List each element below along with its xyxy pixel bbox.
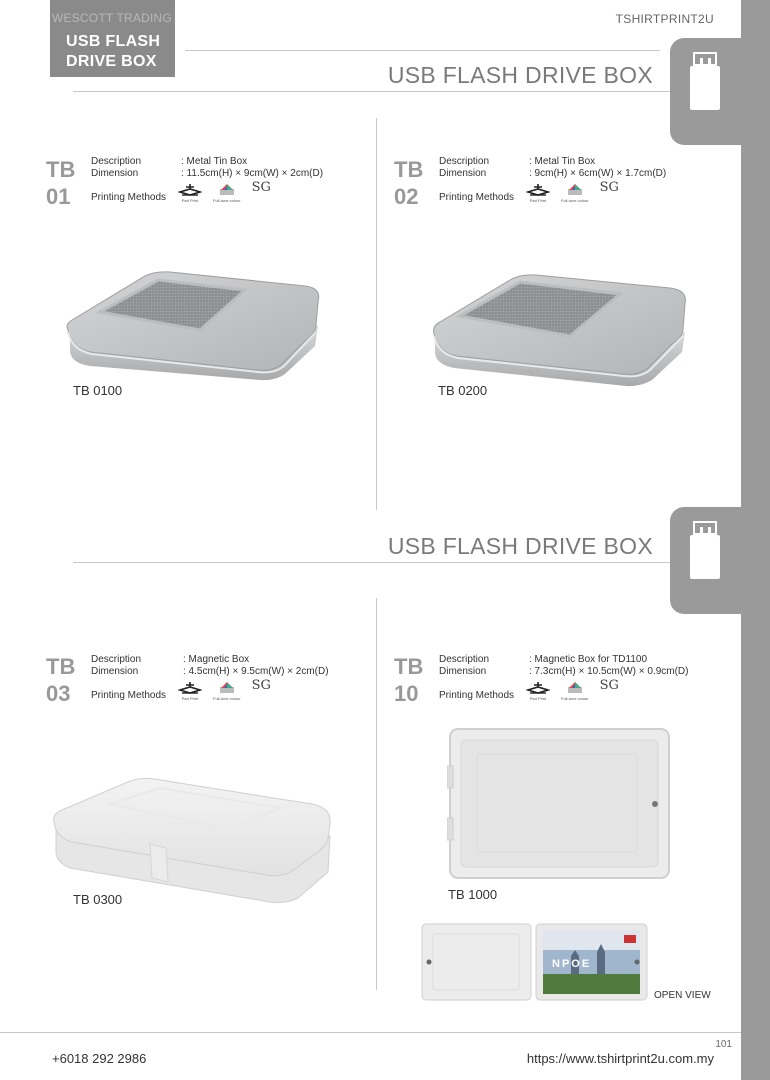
badge-title xyxy=(66,32,160,72)
product-code-prefix: TB xyxy=(46,654,76,679)
description-label: Description xyxy=(91,156,142,167)
printing-methods-icons xyxy=(178,678,271,701)
dimension-value: : 7.3cm(H) × 10.5cm(W) × 0.9cm(D) xyxy=(529,666,689,677)
product-code-prefix: TB xyxy=(394,654,424,679)
dimension-value: : 9cm(H) × 6cm(W) × 1.7cm(D) xyxy=(529,168,667,179)
footer-divider xyxy=(0,1032,741,1033)
pad-print-icon xyxy=(178,681,202,695)
dimension-value: : 4.5cm(H) × 9.5cm(W) × 2cm(D) xyxy=(183,666,329,677)
product-code-number: 10 xyxy=(394,681,419,706)
printing-methods-label: Printing Methods xyxy=(91,690,167,701)
full-tone: Full-tone colour xyxy=(213,681,241,701)
product-code-prefix: TB xyxy=(46,157,76,182)
section-tab-1 xyxy=(670,38,770,145)
product-code-label: TB 1000 xyxy=(448,887,498,902)
section-tab-2 xyxy=(670,507,770,614)
footer-url[interactable]: https://www.tshirtprint2u.com.my xyxy=(526,1051,714,1066)
section-title-1: USB FLASH DRIVE BOX xyxy=(387,62,653,88)
product-code-number: 03 xyxy=(46,681,71,706)
dimension-value: : 11.5cm(H) × 9cm(W) × 2cm(D) xyxy=(181,168,324,179)
product-code-prefix: TB xyxy=(394,157,424,182)
sg-icon: SG xyxy=(599,180,619,195)
product-image-card-box-open xyxy=(421,922,649,1002)
product-code-badge xyxy=(46,156,75,210)
full-tone: Full-tone colour xyxy=(561,681,589,701)
section-title-2: USB FLASH DRIVE BOX xyxy=(387,533,653,559)
open-view-label: OPEN VIEW xyxy=(654,990,711,1001)
description-value: : Magnetic Box xyxy=(183,654,250,665)
site-name: TSHIRTPRINT2U xyxy=(615,12,714,26)
product-image-tin-box-1 xyxy=(60,268,325,380)
pad-print-icon xyxy=(526,681,550,695)
card-print-text: NPOE xyxy=(552,958,592,970)
printing-methods-label: Printing Methods xyxy=(439,690,515,701)
description-value: : Metal Tin Box xyxy=(529,156,596,167)
product-code-badge xyxy=(394,653,423,707)
description-value: : Metal Tin Box xyxy=(181,156,248,167)
printing-methods-icons xyxy=(178,180,271,203)
printing-methods-icons xyxy=(526,180,619,203)
pad-print: Pad Print xyxy=(178,681,202,701)
dimension-label: Dimension xyxy=(91,666,139,677)
dimension-label: Dimension xyxy=(91,168,139,179)
product-code-label: TB 0200 xyxy=(438,383,488,398)
product-code-badge xyxy=(46,653,75,707)
pad-print: Pad Print xyxy=(526,183,550,203)
section-divider-2 xyxy=(73,562,670,563)
full-tone-icon xyxy=(217,183,237,197)
printing-methods-label: Printing Methods xyxy=(439,192,515,203)
product-code-label: TB 0100 xyxy=(73,383,123,398)
page-number: 101 xyxy=(715,1039,732,1050)
description-label: Description xyxy=(439,654,490,665)
pad-print: Pad Print xyxy=(526,681,550,701)
printing-methods-label: Printing Methods xyxy=(91,192,167,203)
sg-icon: SG xyxy=(251,180,271,195)
product-image-card-box xyxy=(447,726,672,881)
footer-phone: +6018 292 2986 xyxy=(52,1051,147,1066)
section-divider-1 xyxy=(73,91,670,92)
sg-icon: SG xyxy=(251,678,271,693)
dimension-label: Dimension xyxy=(439,666,487,677)
pad-print-icon xyxy=(178,183,202,197)
pad-print-icon xyxy=(526,183,550,197)
full-tone: Full-tone colour xyxy=(213,183,241,203)
column-divider-2 xyxy=(376,598,377,990)
printing-methods-icons xyxy=(526,678,619,701)
product-code-badge xyxy=(394,156,423,210)
pad-print: Pad Print xyxy=(178,183,202,203)
full-tone-icon xyxy=(565,681,585,695)
header-divider xyxy=(185,50,660,51)
column-divider-1 xyxy=(376,118,377,510)
brand-name: WESCOTT TRADING xyxy=(52,11,172,25)
full-tone-icon xyxy=(565,183,585,197)
description-label: Description xyxy=(91,654,142,665)
description-value: : Magnetic Box for TD1100 xyxy=(529,654,648,665)
badge-line-2: DRIVE BOX xyxy=(66,53,157,70)
sg-icon: SG xyxy=(599,678,619,693)
description-label: Description xyxy=(439,156,490,167)
product-code-label: TB 0300 xyxy=(73,892,123,907)
product-image-tin-box-2 xyxy=(430,268,690,388)
dimension-label: Dimension xyxy=(439,168,487,179)
badge-line-1: USB FLASH xyxy=(66,33,161,50)
full-tone: Full-tone colour xyxy=(561,183,589,203)
product-code-number: 02 xyxy=(394,184,419,209)
product-image-magnetic-box xyxy=(50,774,332,904)
full-tone-icon xyxy=(217,681,237,695)
product-code-number: 01 xyxy=(46,184,71,209)
